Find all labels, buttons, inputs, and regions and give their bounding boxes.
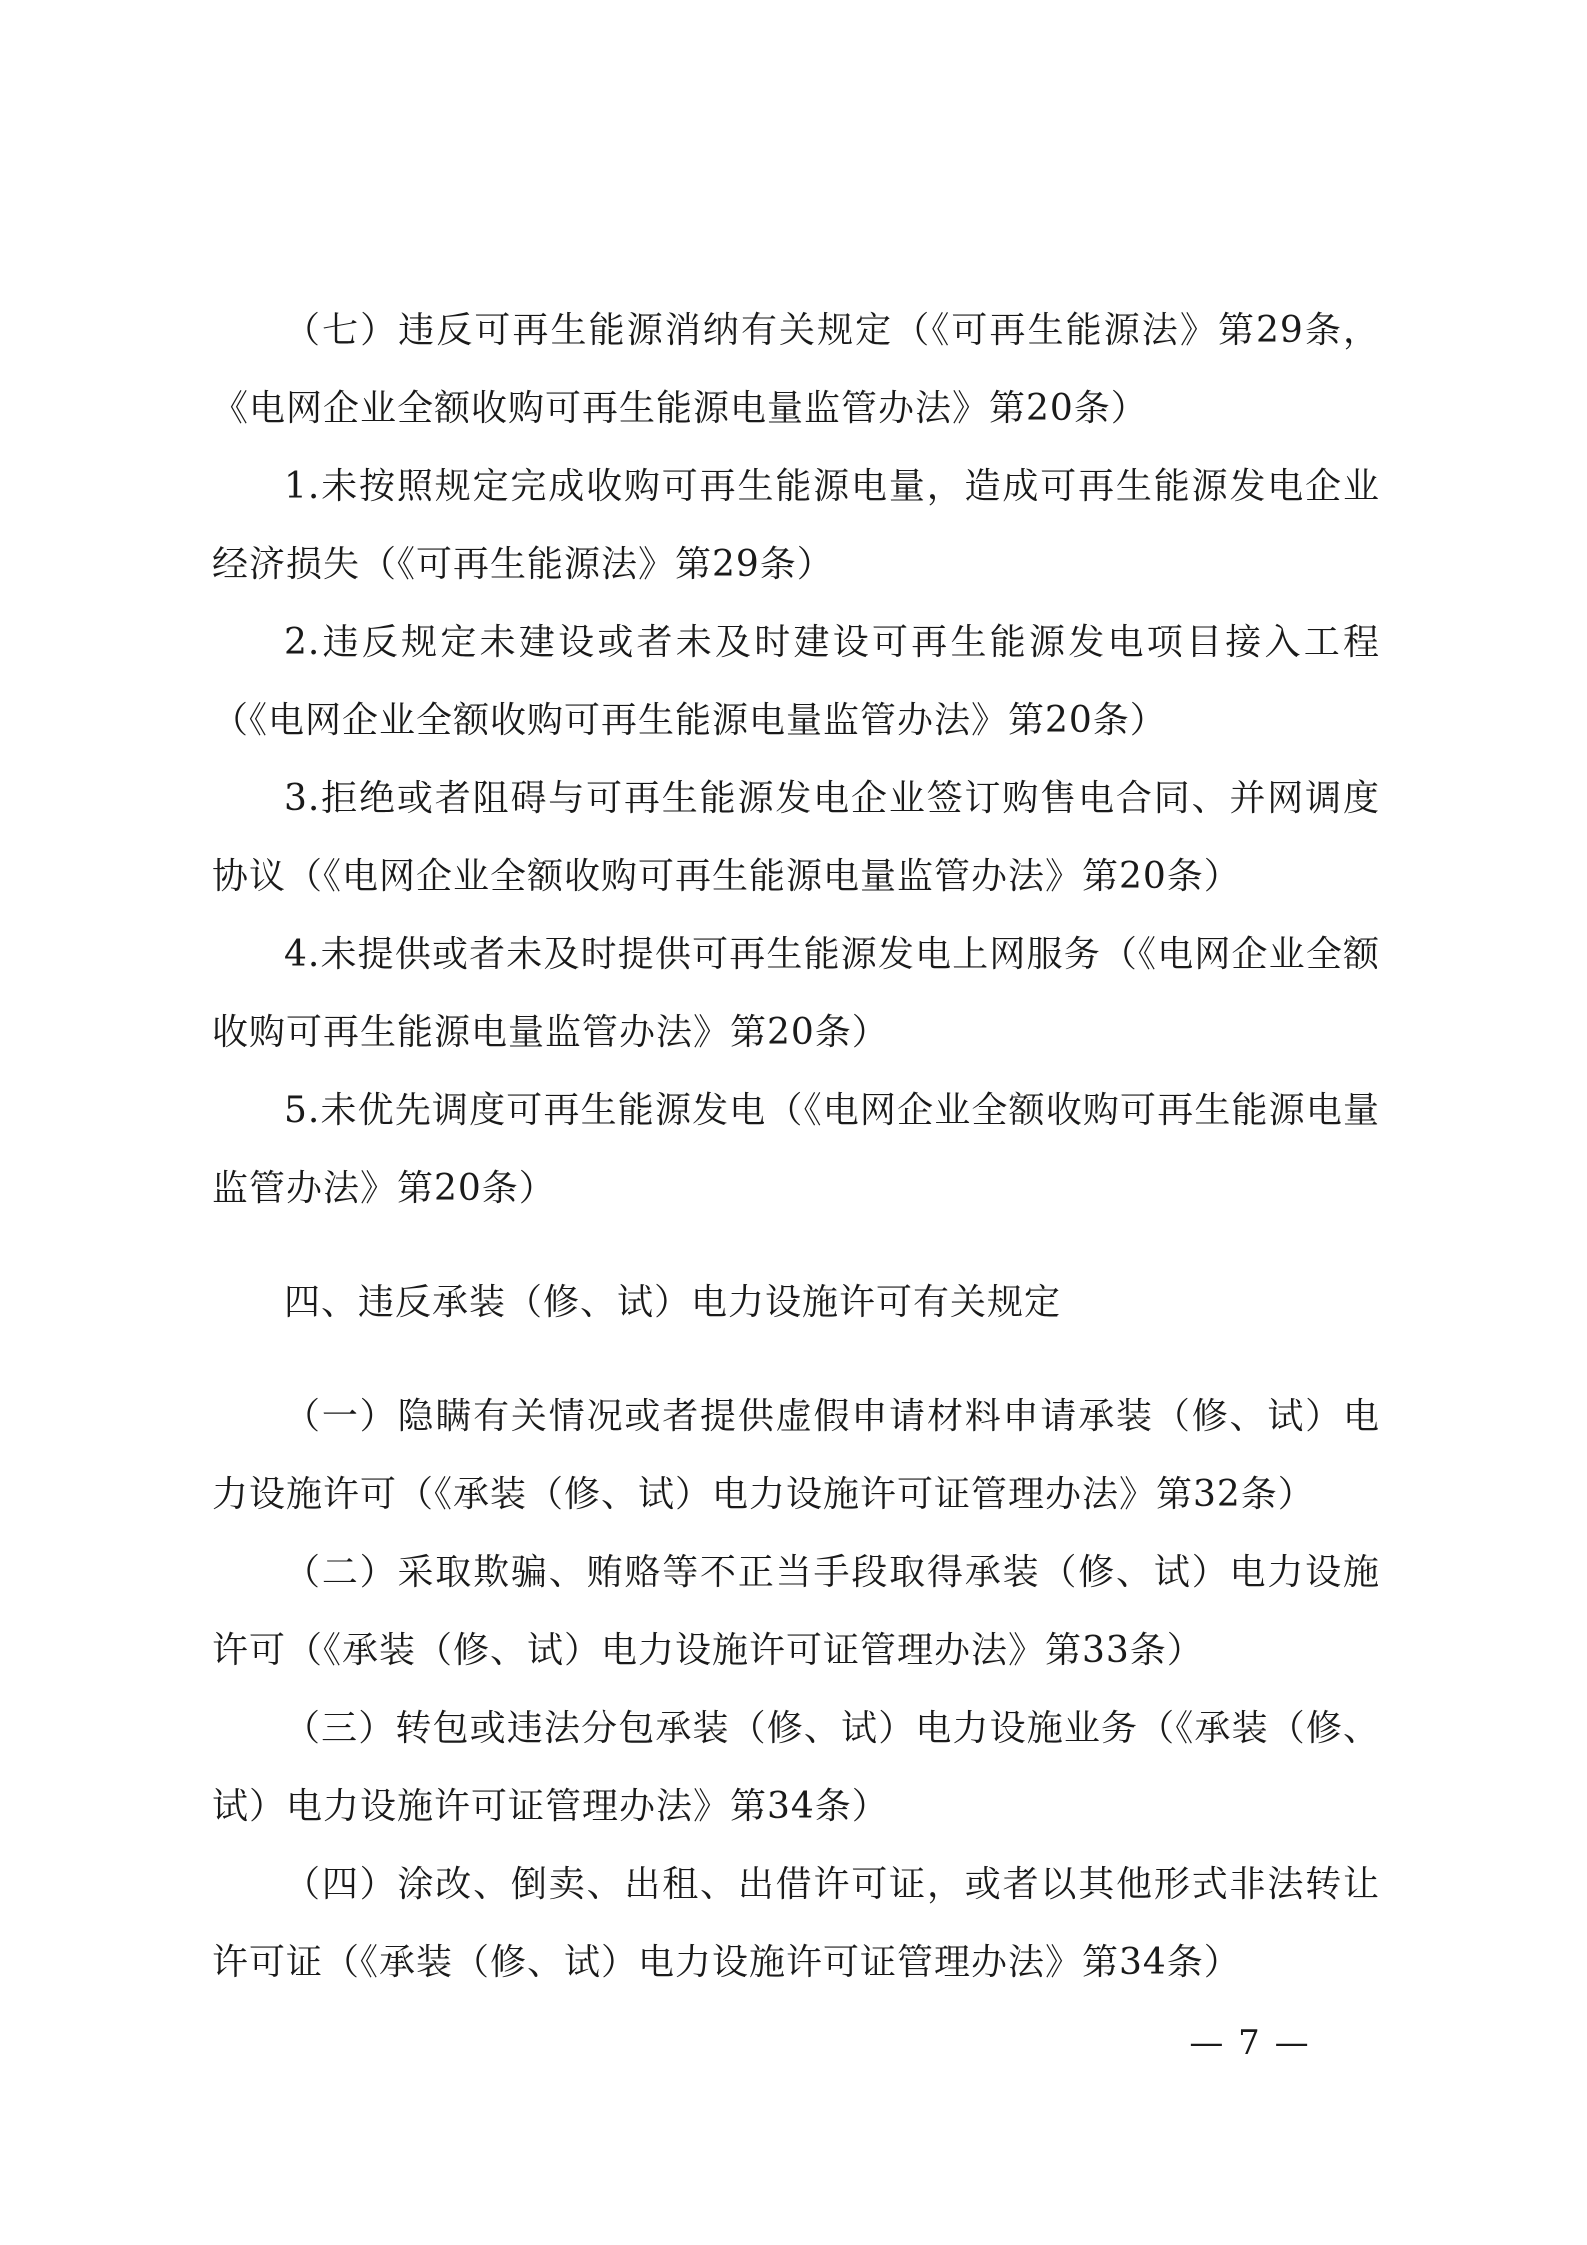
page-number: — 7 — [1189, 2023, 1311, 2063]
document-body [212, 292, 1380, 2002]
paragraph-7: （七）违反可再生能源消纳有关规定（《可再生能源法》第29条，《电网企业全额收购可再生能源电量监管办法》第20条） [212, 310, 1380, 429]
paragraph-item-1: 1.未按照规定完成收购可再生能源电量，造成可再生能源发电企业经济损失（《可再生能源法》第29条） [212, 466, 1380, 585]
section-paragraph-3: （三）转包或违法分包承装（修、试）电力设施业务（《承装（修、试）电力设施许可证管理办法》第34条） [212, 1708, 1380, 1827]
section-paragraph-1: （一）隐瞒有关情况或者提供虚假申请材料申请承装（修、试）电力设施许可（《承装（修、试）电力设施许可证管理办法》第32条） [212, 1396, 1380, 1515]
section-paragraph-4: （四）涂改、倒卖、出租、出借许可证，或者以其他形式非法转让许可证（《承装（修、试）电力设施许可证管理办法》第34条） [212, 1864, 1380, 1983]
paragraph-item-4: 4.未提供或者未及时提供可再生能源发电上网服务（《电网企业全额收购可再生能源电量监管办法》第20条） [212, 934, 1380, 1053]
section-paragraph-2: （二）采取欺骗、贿赂等不正当手段取得承装（修、试）电力设施许可（《承装（修、试）电力设施许可证管理办法》第33条） [212, 1552, 1380, 1671]
section-heading: 四、违反承装（修、试）电力设施许可有关规定 [284, 1282, 1062, 1323]
paragraph-item-5: 5.未优先调度可再生能源发电（《电网企业全额收购可再生能源电量监管办法》第20条） [212, 1090, 1380, 1209]
paragraph-item-2: 2.违反规定未建设或者未及时建设可再生能源发电项目接入工程（《电网企业全额收购可再生能源电量监管办法》第20条） [212, 622, 1380, 741]
paragraph-item-3: 3.拒绝或者阻碍与可再生能源发电企业签订购售电合同、并网调度协议（《电网企业全额收购可再生能源电量监管办法》第20条） [212, 778, 1380, 897]
